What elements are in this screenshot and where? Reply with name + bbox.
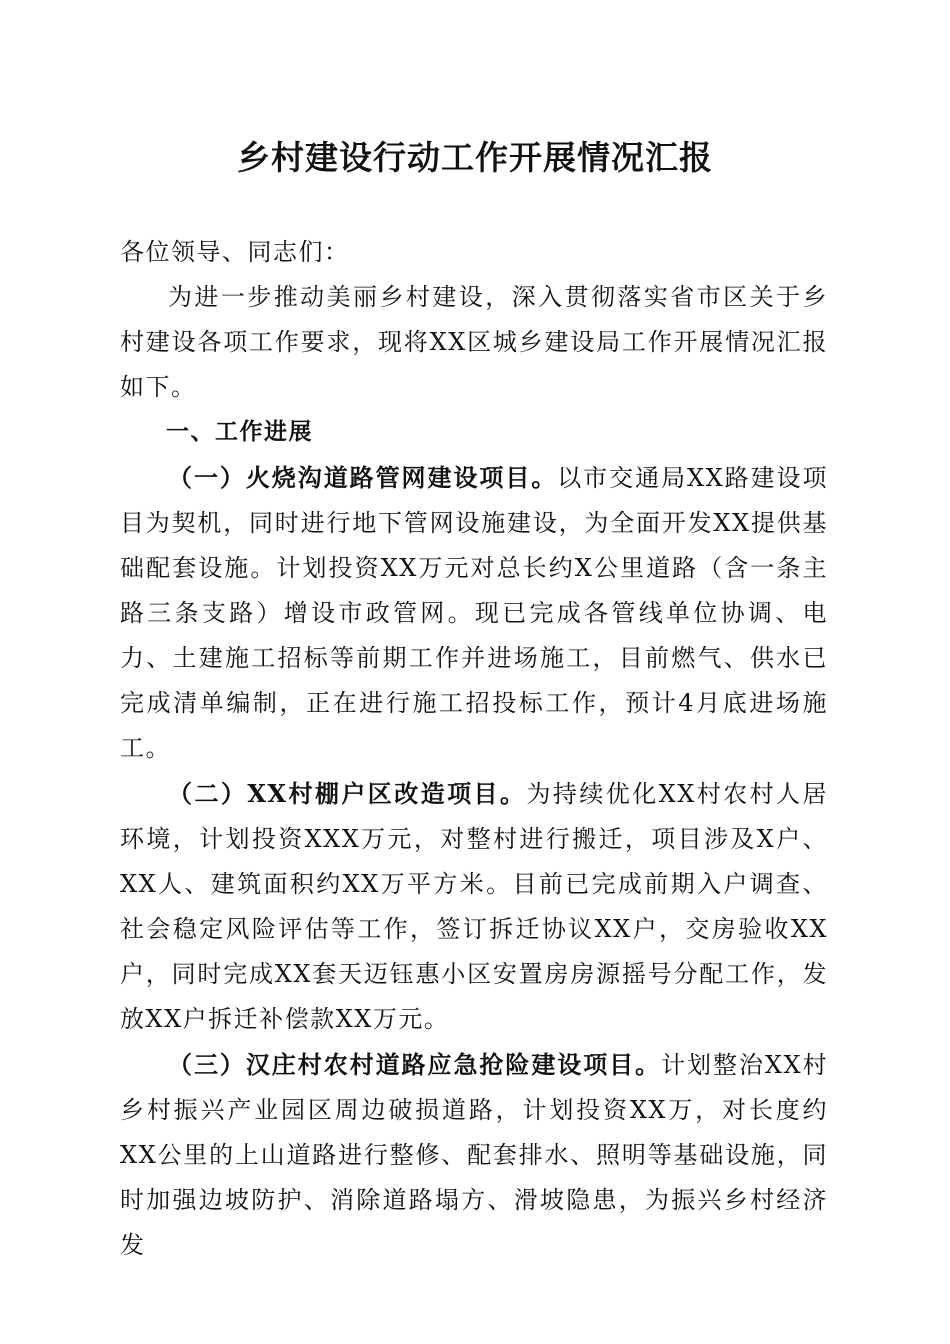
document-body [120, 230, 828, 1268]
project-body-1: 以市交通局XX路建设项目为契机，同时进行地下管网设施建设，为全面开发XX提供基础配套设施。计划投资XX万元对总长约X公里道路（含一条主路三条支路）增设市政管网。现已完成各管线单位协调、电力、土建施工招标等前期工作并进场施工，目前燃气、供水已完成清单编制，正在进行施工招投标工作，预计4月底进场施工。 [120, 464, 829, 762]
project-body-3: 计划整治XX村乡村振兴产业园区周边破损道路，计划投资XX万，对长度约XX公里的上山道路进行整修、配套排水、照明等基础设施，同时加强边坡防护、消除道路塌方、滑坡隐患，为振兴乡村经济发 [120, 1051, 829, 1259]
salutation: 各位领导、同志们： [120, 238, 350, 266]
document-title: 乡村建设行动工作开展情况汇报 [237, 138, 713, 177]
intro-paragraph: 为进一步推动美丽乡村建设，深入贯彻落实省市区关于乡村建设各项工作要求，现将XX区城乡建设局工作开展情况汇报如下。 [120, 283, 828, 401]
project-heading-1: （一）火烧沟道路管网建设项目。 [168, 463, 558, 492]
project-body-2: 为持续优化XX村农村人居环境，计划投资XXX万元，对整村进行搬迁，项目涉及X户、XX人、建筑面积约XX万平方米。目前已完成前期入户调查、社会稳定风险评估等工作，签订拆迁协议XX户，交房验收XX户，同时完成XX套天迈钰惠小区安置房房源摇号分配工作，发放XX户拆迁补偿款XX万元。 [120, 780, 828, 1033]
project-paragraph-3 [120, 1042, 828, 1268]
project-heading-3: （三）汉庄村农村道路应急抢险建设项目。 [168, 1050, 662, 1079]
section-heading-progress: 一、工作进展 [166, 419, 313, 445]
project-heading-2: （二）XX村棚户区改造项目。 [168, 779, 527, 808]
project-paragraph-2 [120, 771, 828, 1042]
project-paragraph-1 [120, 455, 828, 771]
